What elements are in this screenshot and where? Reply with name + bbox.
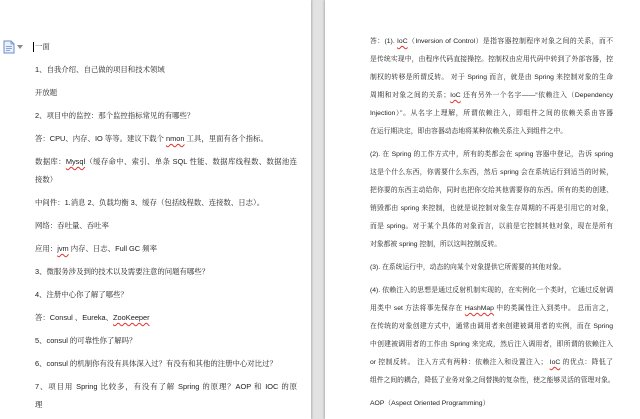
paragraph [35, 286, 297, 304]
paragraph [35, 355, 297, 373]
text-line: 网络：吞吐量、吞吐率 [35, 221, 109, 230]
text-line: 3、微服务涉及到的技术以及需要注意的问题有哪些？ [35, 267, 210, 276]
text-run: 周期和对象之间的关系； [370, 92, 451, 99]
text-line [370, 87, 613, 105]
paragraph [35, 153, 297, 189]
text-line: 2、项目中的监控：那个监控指标常见的有哪些？ [35, 111, 195, 120]
paragraph [35, 84, 297, 102]
text-line [35, 130, 297, 148]
text-line [35, 240, 297, 258]
text-line: 理 [35, 400, 43, 409]
text-run: 工具，里面有各个指标。 [184, 134, 268, 143]
text-run: （缓存命中、索引、单条 SQL 性能、数据库线程数、数据池连 [85, 157, 297, 166]
paragraph [370, 282, 613, 390]
paragraph [35, 107, 297, 125]
text-run: 应用： [35, 244, 58, 253]
paragraph [35, 332, 297, 350]
paragraph [35, 263, 297, 281]
text-line: 7、项目用 Spring 比较多，有没有了解 Spring 的原理？AOP 和 IOC 的原 [35, 382, 297, 391]
paragraph [35, 309, 297, 327]
text-line: (2). 在 Spring 的工作方式中，所有的类都会在 spring 容器中登记，告诉 spring [370, 151, 613, 158]
text-line: 5、consul 的可靠性你了解吗？ [35, 336, 137, 345]
text-line: (3). 在系统运行中，动态的向某个对象提供它所需要的其他对象。 [370, 264, 566, 271]
spellcheck-flagged-word[interactable]: IoC [549, 359, 561, 366]
paragraph [370, 146, 613, 254]
text-run: 答：CPU、内存、IO 等等。建议下载个 [35, 134, 166, 143]
text-line [370, 354, 613, 372]
text-run: 还有另外一个名字——“依赖注入（Dependency [460, 92, 613, 99]
text-run: 答：(1). [370, 38, 398, 45]
text-run: 答：Consul 、Eureka、 [35, 313, 114, 322]
page-text-left [35, 38, 297, 419]
text-line: 开放题 [35, 88, 58, 97]
text-line: 制权的转移是所谓反转。 对于 Spring 而言，就是由 Spring 来控制对象的生命 [370, 74, 613, 81]
text-line [370, 300, 613, 318]
text-line: Injection）”。从名字上理解，所谓依赖注入，即组件之间的依赖关系由容器 [370, 110, 613, 117]
document-page-left[interactable] [0, 0, 311, 419]
paragraph [370, 395, 613, 413]
text-line: 在传统的对象创建方式中，通常由调用者来创建被调用者的实例，而在 Spring [370, 323, 613, 330]
paragraph [35, 240, 297, 258]
text-line: 而是 spring。对于某个具体的对象而言，以前是它控制其他对象，现在是所有 [370, 223, 613, 230]
text-line: 中间件：1.消息 2、负载均衡 3、缓存（包括线程数、连接数、日志）。 [35, 198, 265, 207]
text-run: 中的类属性注入到类中。 总而言之， [493, 305, 614, 312]
text-line: 是传统实现中，由程序代码直接操控。控制权由应用代码中转到了外部容器，控 [370, 56, 613, 63]
text-line: (4). 依赖注入的思想是通过反射机制实现的，在实例化一个类时，它通过反射调 [370, 287, 613, 294]
text-line: 6、consul 的机制你有没有具体深入过？有没有和其他的注册中心对比过？ [35, 359, 277, 368]
heading-paragraph [35, 38, 297, 56]
text-line: AOP（Aspect Oriented Programming） [370, 400, 490, 407]
text-run: 用类中 set 方法将事先保存在 [370, 305, 465, 312]
spellcheck-flagged-word[interactable]: HashMap [464, 305, 494, 312]
text-line: 把你要的东西主动给你，同时也把你交给其他需要你的东西。所有的类的创建、 [370, 187, 613, 194]
text-line [35, 309, 297, 327]
text-run: 数据库： [35, 157, 66, 166]
spellcheck-flagged-word[interactable]: ZooKeeper [113, 313, 150, 322]
text-run: （Inversion of Control）是指容器控制程序对象之间的关系，而不 [407, 38, 613, 45]
paragraph [370, 33, 613, 141]
navigation-document-menu[interactable] [3, 39, 25, 54]
spellcheck-flagged-word[interactable]: nmon [165, 134, 185, 143]
text-line [370, 33, 613, 51]
text-line: 4、注册中心你了解了哪些？ [35, 290, 128, 299]
paragraph [35, 378, 297, 414]
text-line: 在运行期决定，即由容器动态地将某种依赖关系注入到组件之中。 [370, 128, 568, 135]
text-line: 销毁都由 spring 来控制，也就是说控制对象生存周期的不再是引用它的对象， [370, 205, 613, 212]
document-page-right[interactable] [325, 0, 640, 419]
text-line: 接数） [35, 175, 58, 184]
paragraph [35, 61, 297, 79]
spellcheck-flagged-word[interactable]: IoC [450, 92, 461, 99]
text-run: or 控制反转。 注入方式有两种：依赖注入和设置注入； [370, 359, 550, 366]
page-text-right [370, 33, 613, 418]
section-heading: 一面 [35, 42, 50, 51]
spellcheck-flagged-word[interactable]: IoC [397, 38, 408, 45]
spellcheck-flagged-word[interactable]: jvm [57, 244, 69, 253]
text-line: 1、自我介绍、自己做的项目和技术领域 [35, 65, 165, 74]
text-line: 组件之间的耦合，降低了业务对象之间替换的复杂性，使之能够灵活的管理对象。 [370, 377, 615, 384]
text-line: 这是个什么东西，你需要什么东西，然后 spring 会在系统运行到适当的时候， [370, 169, 613, 176]
document-icon [3, 40, 15, 54]
chevron-down-icon [17, 45, 23, 49]
paragraph [35, 194, 297, 212]
text-cursor [33, 42, 34, 52]
paragraph [35, 217, 297, 235]
paragraph [370, 259, 613, 277]
paragraph [35, 130, 297, 148]
text-line [35, 153, 297, 171]
spellcheck-flagged-word[interactable]: Mysql [65, 157, 86, 166]
text-line [35, 38, 297, 56]
text-run: 的优点：降低了 [560, 359, 613, 366]
text-run: 内存、日志、Full GC 频率 [68, 244, 157, 253]
text-line: 对象都被 spring 控制，所以这叫控制反转。 [370, 241, 502, 248]
text-line: 中创建被调用者的工作由 Spring 来完成，然后注入调用者，即所谓的依赖注入 [370, 341, 613, 348]
